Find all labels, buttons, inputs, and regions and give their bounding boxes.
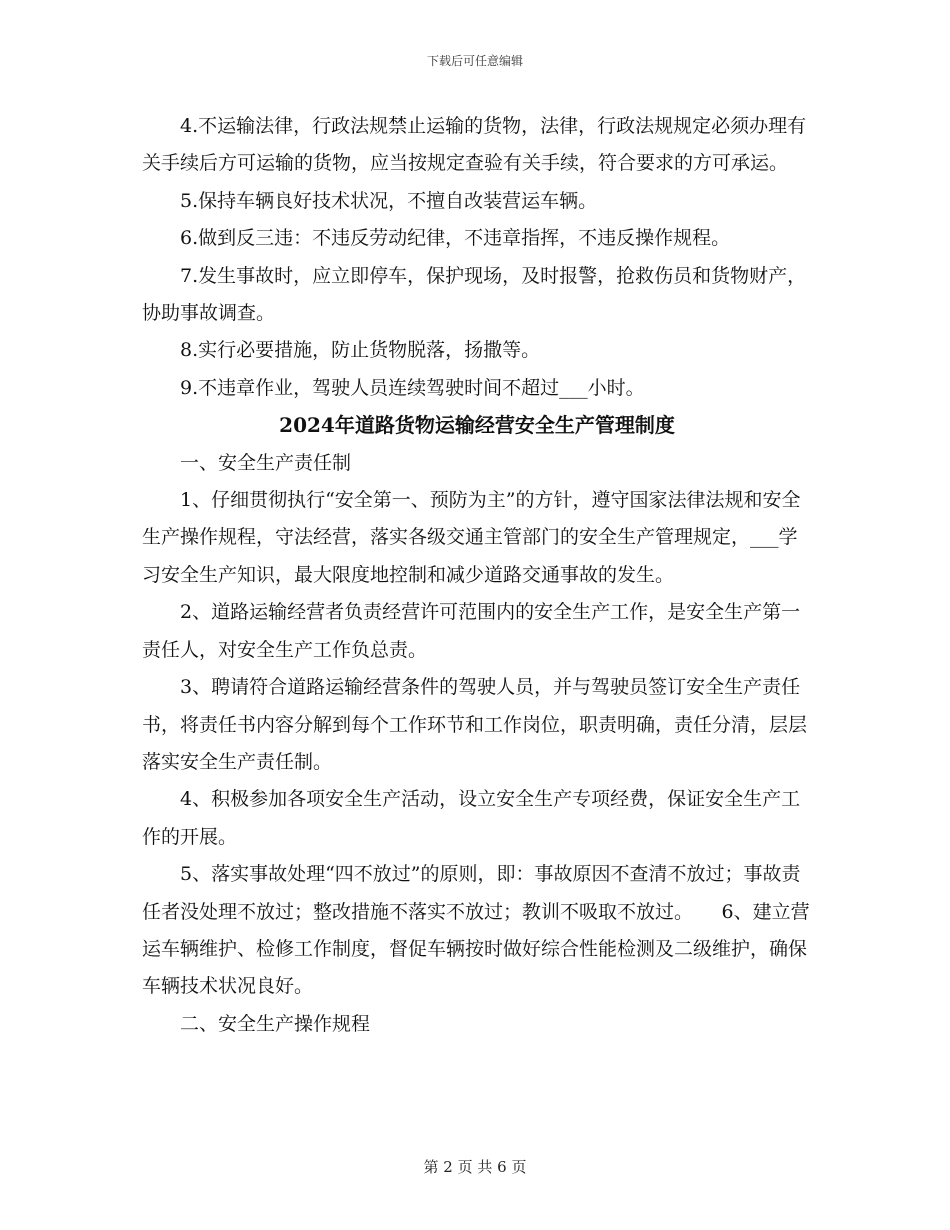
paragraph: 1、仔细贯彻执行“安全第一、预防为主”的方针，遵守国家法律法规和安全生产操作规程，守法经营，落实各级交通主管部门的安全生产管理规定，___学习安全生产知识，最大限度地控制和减少道路交通事故的发生。 bbox=[142, 489, 801, 586]
page-footer: 第 2 页 共 6 页 bbox=[423, 1158, 527, 1176]
paragraph: 6.做到反三违：不违反劳动纪律，不违章指挥，不违反操作规程。 bbox=[180, 227, 731, 250]
paragraph: 9.不违章作业，驾驶人员连续驾驶时间不超过___小时。 bbox=[180, 376, 645, 399]
paragraph: 4、积极参加各项安全生产活动，设立安全生产专项经费，保证安全生产工作的开展。 bbox=[142, 788, 801, 848]
section-heading: 一、安全生产责任制 bbox=[180, 451, 352, 474]
paragraph: 4.不运输法律，行政法规禁止运输的货物，法律，行政法规规定必须办理有关手续后方可运输的货物，应当按规定查验有关手续，符合要求的方可承运。 bbox=[142, 115, 807, 175]
page-header: 下载后可任意编辑 bbox=[426, 54, 523, 68]
paragraph: 5.保持车辆良好技术状况，不擅自改装营运车辆。 bbox=[180, 189, 598, 212]
paragraph: 2、道路运输经营者负责经营许可范围内的安全生产工作，是安全生产第一责任人，对安全生产工作负总责。 bbox=[142, 601, 801, 661]
paragraph: 5、落实事故处理“四不放过”的原则，即：事故原因不查清不放过；事故责任者没处理不放过；整改措施不落实不放过；教训不吸取不放过。 6、建立营运车辆维护、检修工作制度，督促车辆按时做好综合性能检测及二级维护，确保车辆技术状况良好。 bbox=[142, 863, 810, 998]
paragraph: 7.发生事故时，应立即停车，保护现场，及时报警，抢救伤员和货物财产，协助事故调查。 bbox=[142, 264, 807, 325]
paragraph: 3、聘请符合道路运输经营条件的驾驶人员，并与驾驶员签订安全生产责任书，将责任书内容分解到每个工作环节和工作岗位，职责明确，责任分清，层层落实安全生产责任制。 bbox=[142, 676, 808, 773]
document-body bbox=[142, 108, 812, 1043]
section-heading: 二、安全生产操作规程 bbox=[180, 1012, 371, 1035]
paragraph: 8.实行必要措施，防止货物脱落，扬撒等。 bbox=[180, 339, 541, 362]
document-title: 2024年道路货物运输经营安全生产管理制度 bbox=[279, 413, 675, 438]
